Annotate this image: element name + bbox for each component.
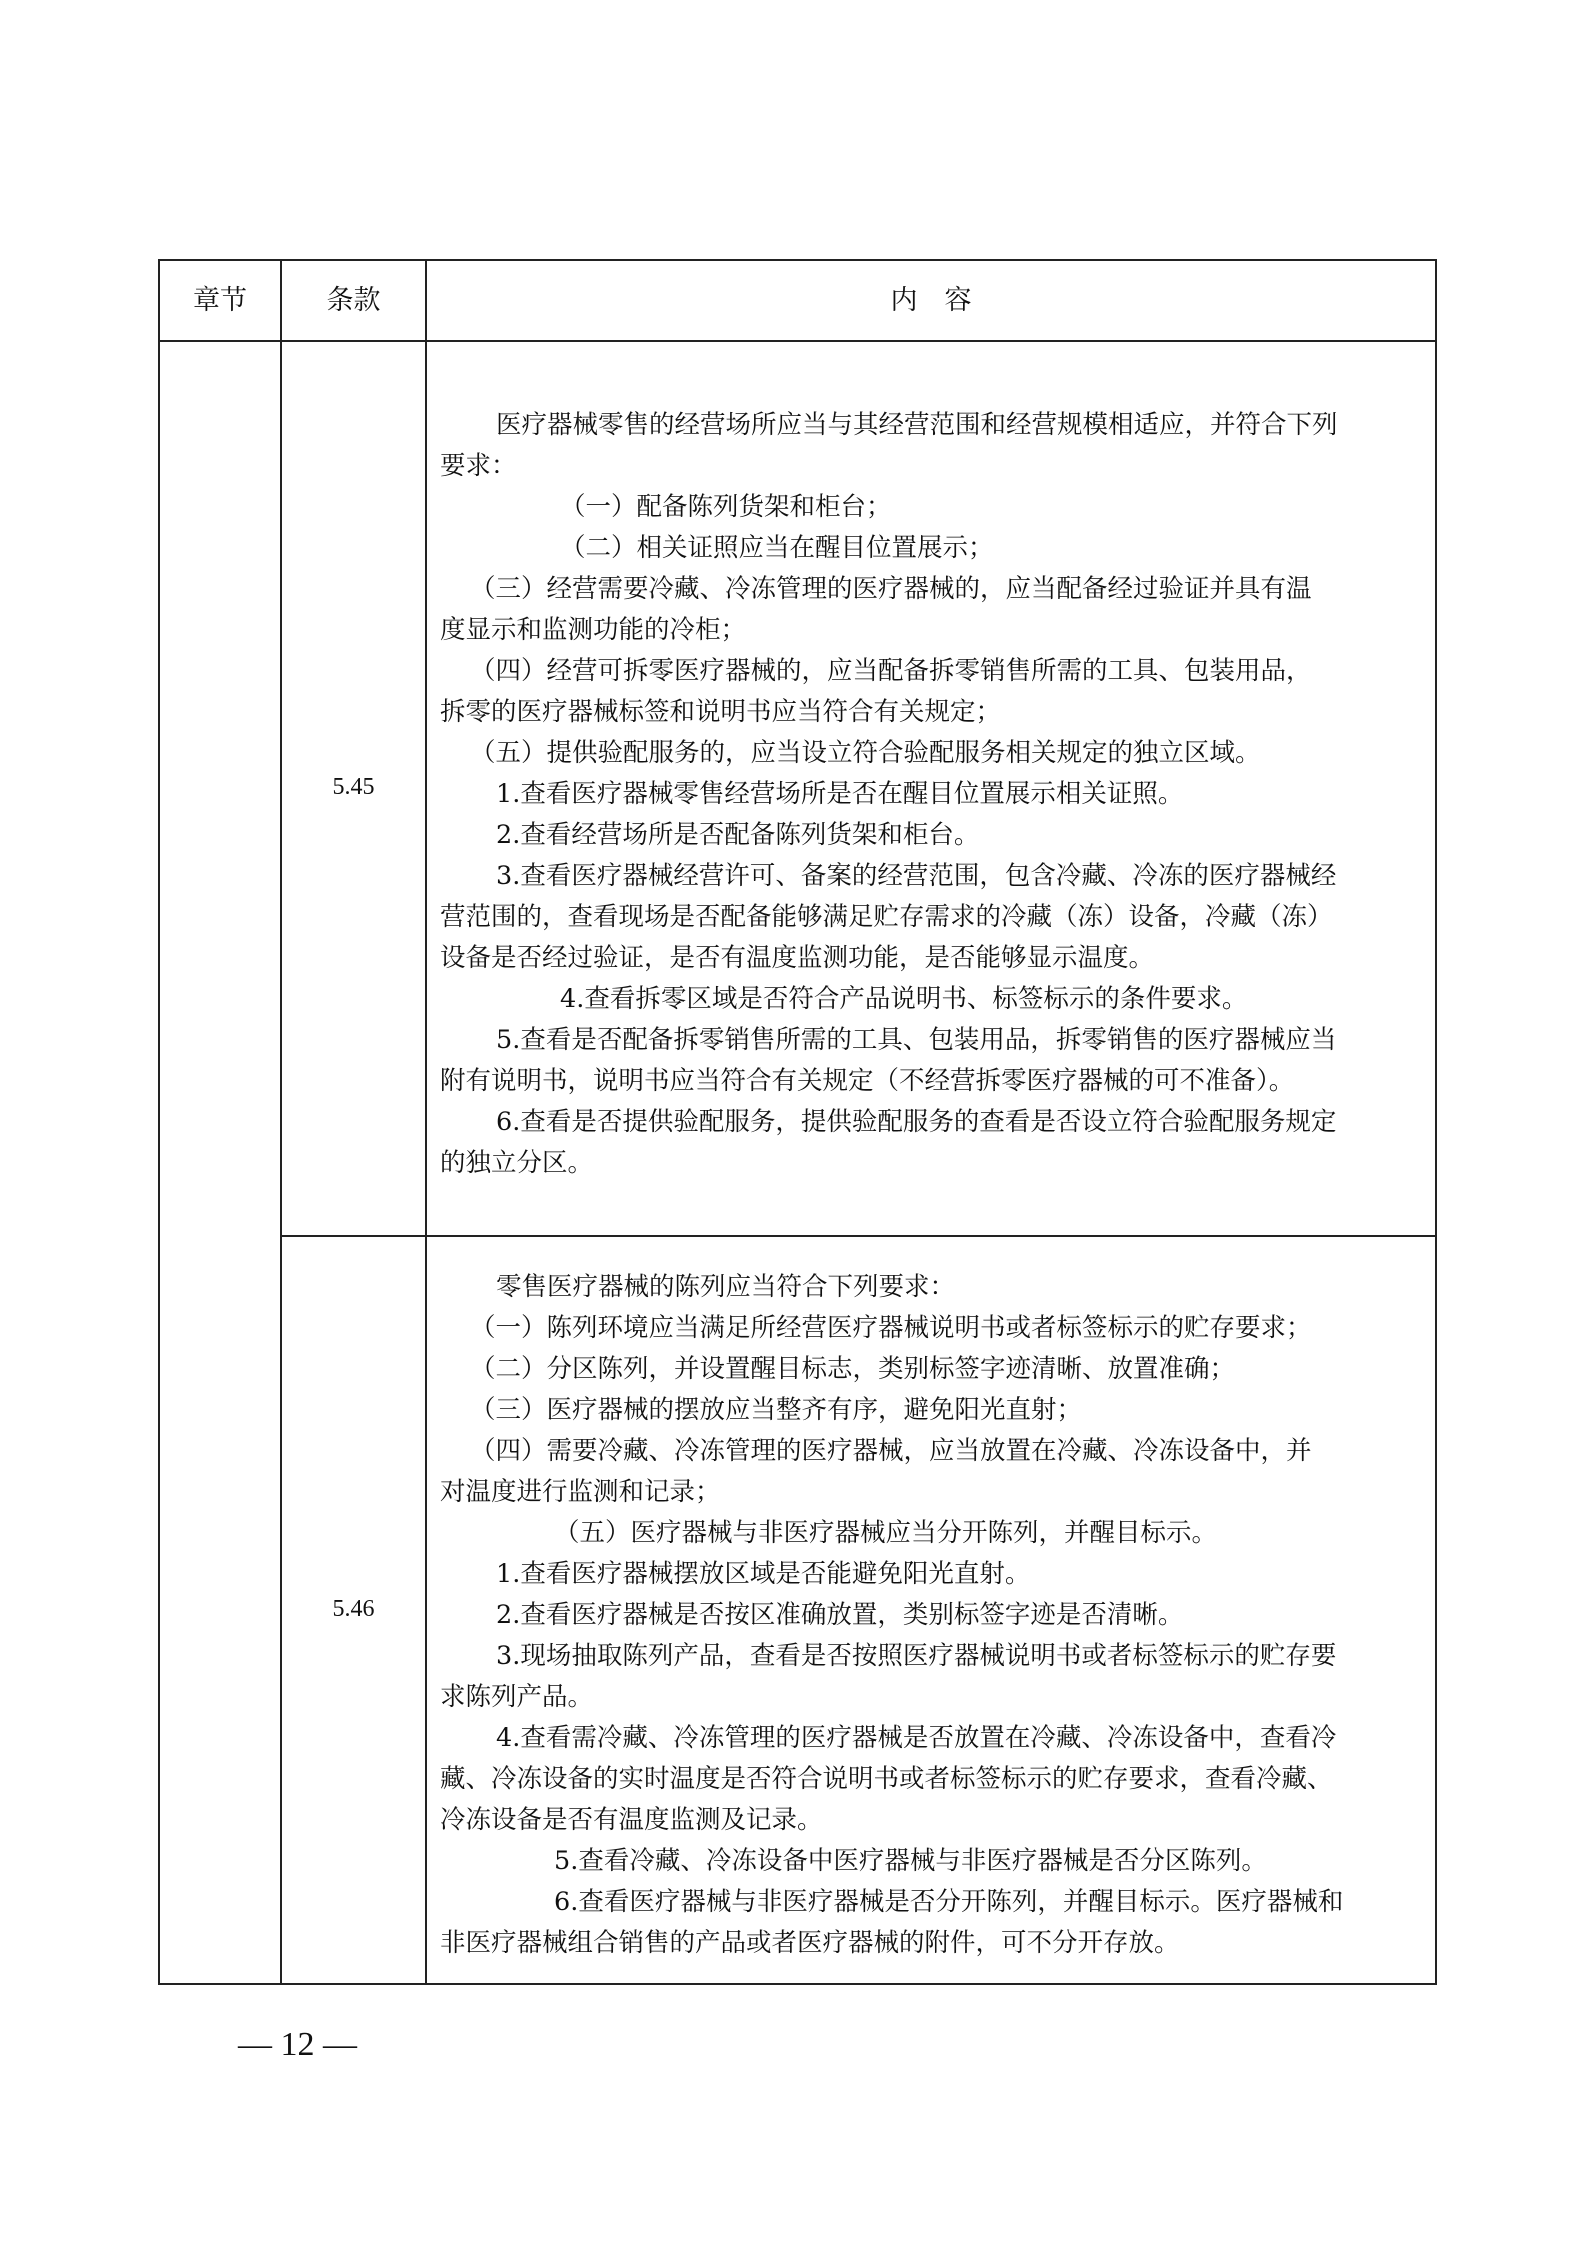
clause-content: [440, 405, 1425, 1184]
page-number: — 12 —: [238, 2026, 357, 2063]
content-line: 6.查看医疗器械与非医疗器械是否分开陈列，并醒目标示。医疗器械和: [554, 1887, 1344, 1917]
content-line: （一）配备陈列货架和柜台；: [560, 492, 892, 522]
clause-content: [440, 1267, 1425, 1964]
content-line: 4.查看需冷藏、冷冻管理的医疗器械是否放置在冷藏、冷冻设备中，查看冷: [496, 1723, 1337, 1753]
content-line: 2.查看医疗器械是否按区准确放置，类别标签字迹是否清晰。: [496, 1600, 1184, 1630]
content-line: 非医疗器械组合销售的产品或者医疗器械的附件，可不分开存放。: [440, 1928, 1180, 1958]
content-line: 度显示和监测功能的冷柜；: [440, 615, 747, 645]
content-line: 的独立分区。: [440, 1148, 594, 1178]
content-line: 5.查看冷藏、冷冻设备中医疗器械与非医疗器械是否分区陈列。: [554, 1846, 1267, 1876]
content-line: 要求：: [440, 451, 517, 481]
content-line: 5.查看是否配备拆零销售所需的工具、包装用品，拆零销售的医疗器械应当: [496, 1025, 1337, 1055]
content-line: （二）分区陈列，并设置醒目标志，类别标签字迹清晰、放置准确；: [470, 1354, 1236, 1384]
content-line: 零售医疗器械的陈列应当符合下列要求：: [496, 1272, 956, 1302]
content-line: （三）经营需要冷藏、冷冻管理的医疗器械的，应当配备经过验证并具有温: [470, 574, 1312, 604]
content-line: 4.查看拆零区域是否符合产品说明书、标签标示的条件要求。: [560, 984, 1248, 1014]
content-line: （五）提供验配服务的，应当设立符合验配服务相关规定的独立区域。: [470, 738, 1261, 768]
content-line: 营范围的，查看现场是否配备能够满足贮存需求的冷藏（冻）设备，冷藏（冻）: [440, 902, 1333, 932]
content-line: 附有说明书，说明书应当符合有关规定（不经营拆零医疗器械的可不准备）。: [440, 1066, 1295, 1096]
row-separator: [282, 1235, 1435, 1237]
table-header: [160, 261, 1435, 342]
column-divider-2: [425, 261, 427, 1983]
content-line: （一）陈列环境应当满足所经营医疗器械说明书或者标签标示的贮存要求；: [470, 1313, 1312, 1343]
regulation-table: [158, 259, 1437, 1985]
content-line: 2.查看经营场所是否配备陈列货架和柜台。: [496, 820, 980, 850]
header-clause: 条款: [326, 285, 381, 316]
content-line: 求陈列产品。: [440, 1682, 594, 1712]
header-content: 内 容: [890, 285, 972, 316]
clause-number: 5.46: [332, 1596, 375, 1622]
content-line: 3.查看医疗器械经营许可、备案的经营范围，包含冷藏、冷冻的医疗器械经: [496, 861, 1337, 891]
content-line: 1.查看医疗器械零售经营场所是否在醒目位置展示相关证照。: [496, 779, 1184, 809]
content-line: （五）医疗器械与非医疗器械应当分开陈列，并醒目标示。: [554, 1518, 1218, 1548]
column-divider-1: [280, 261, 282, 1983]
content-line: 设备是否经过验证，是否有温度监测功能，是否能够显示温度。: [440, 943, 1155, 973]
content-line: 藏、冷冻设备的实时温度是否符合说明书或者标签标示的贮存要求，查看冷藏、: [440, 1764, 1333, 1794]
content-line: 对温度进行监测和记录；: [440, 1477, 721, 1507]
content-line: （四）经营可拆零医疗器械的，应当配备拆零销售所需的工具、包装用品，: [470, 656, 1312, 686]
content-line: 6.查看是否提供验配服务，提供验配服务的查看是否设立符合验配服务规定: [496, 1107, 1337, 1137]
content-line: （三）医疗器械的摆放应当整齐有序，避免阳光直射；: [470, 1395, 1083, 1425]
content-line: （二）相关证照应当在醒目位置展示；: [560, 533, 994, 563]
content-line: 1.查看医疗器械摆放区域是否能避免阳光直射。: [496, 1559, 1031, 1589]
header-chapter: 章节: [193, 285, 247, 316]
content-line: （四）需要冷藏、冷冻管理的医疗器械，应当放置在冷藏、冷冻设备中，并: [470, 1436, 1312, 1466]
content-line: 拆零的医疗器械标签和说明书应当符合有关规定；: [440, 697, 1002, 727]
clause-number: 5.45: [332, 774, 375, 800]
content-line: 3.现场抽取陈列产品，查看是否按照医疗器械说明书或者标签标示的贮存要: [496, 1641, 1337, 1671]
content-line: 冷冻设备是否有温度监测及记录。: [440, 1805, 823, 1835]
content-line: 医疗器械零售的经营场所应当与其经营范围和经营规模相适应，并符合下列: [496, 410, 1338, 440]
